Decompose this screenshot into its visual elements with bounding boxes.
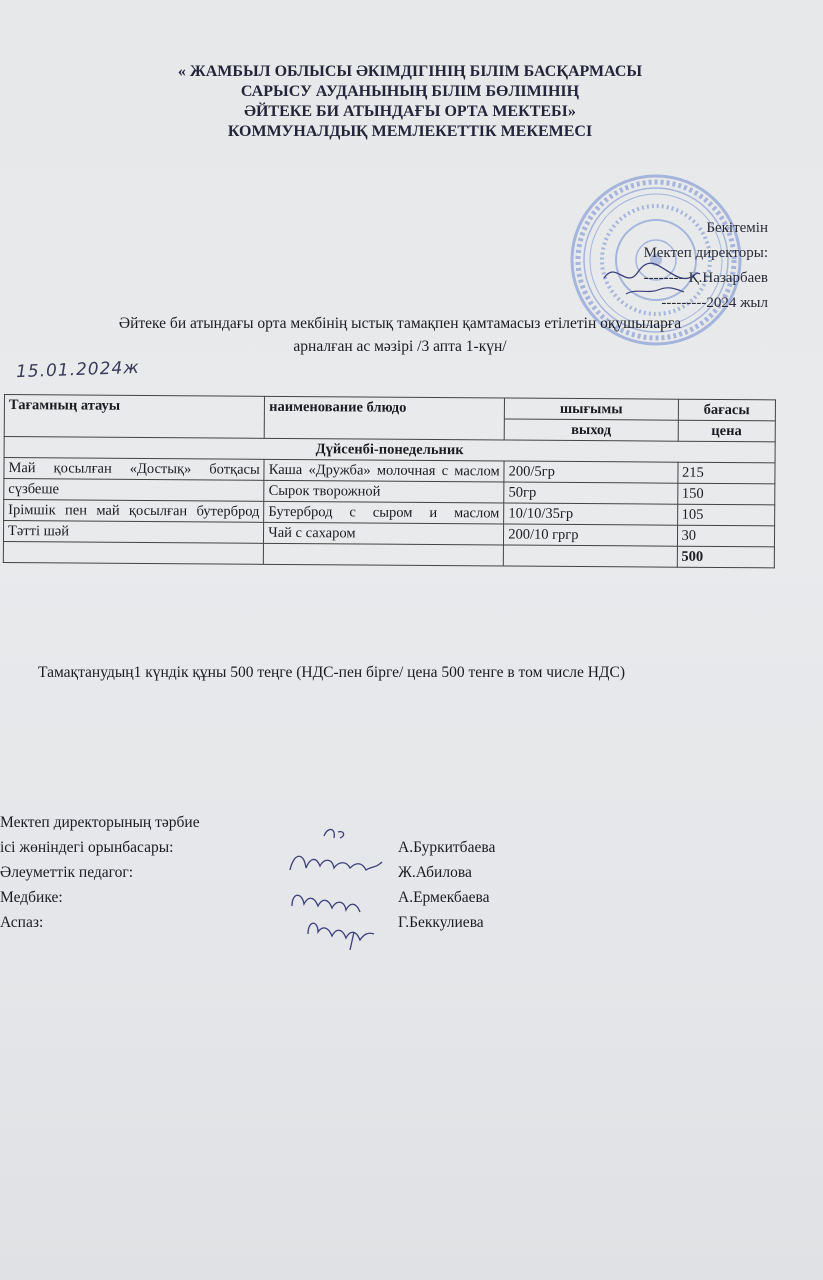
day-label: Дүйсенбі-понедельник xyxy=(4,437,775,463)
signatory-row xyxy=(0,910,560,935)
signatory-row xyxy=(0,885,560,910)
cook-role: Аспаз: xyxy=(0,914,44,931)
dish-price: 150 xyxy=(677,483,775,505)
dish-kz: Ірімшік пен май қосылған бутерброд xyxy=(4,500,264,523)
header-line-1: « ЖАМБЫЛ ОБЛЫСЫ ӘКІМДІГІНІҢ БІЛІМ БАСҚАРМАСЫ xyxy=(177,63,643,80)
menu-table xyxy=(3,394,776,568)
total-row xyxy=(3,541,774,567)
cook-name: Г.Беккулиева xyxy=(398,914,484,931)
header-name-kz: Тағамның атауы xyxy=(4,395,265,439)
approval-line-1: Бекітемін xyxy=(706,220,768,236)
header-yield-ru: выход xyxy=(504,419,677,441)
signatory-row xyxy=(0,835,560,860)
dish-price: 105 xyxy=(677,504,775,526)
header-price-kz: бағасы xyxy=(678,399,776,421)
menu-title-line-2: арналған ас мәзірі /3 апта 1-күн/ xyxy=(293,338,507,355)
social-name: Ж.Абилова xyxy=(398,864,472,881)
signatories-block xyxy=(0,810,560,935)
dish-kz: Тәтті шәй xyxy=(3,521,263,544)
social-role: Әлеуметтік педагог: xyxy=(0,864,134,881)
approval-line-2: Мектеп директоры: xyxy=(643,245,768,261)
signatory-row xyxy=(0,810,560,835)
dish-ru: Сырок творожной xyxy=(264,480,504,503)
header-line-2: САРЫСУ АУДАНЫНЫҢ БІЛІМ БӨЛІМІНІҢ xyxy=(240,83,580,100)
header-name-ru: наименование блюдо xyxy=(264,396,504,440)
empty-cell xyxy=(504,545,677,567)
dish-ru: Чай с сахаром xyxy=(264,522,504,545)
dish-yield: 10/10/35гр xyxy=(504,503,677,525)
dish-yield: 200/5гр xyxy=(504,461,677,483)
document-header xyxy=(80,62,740,142)
menu-title-line-1: Әйтеке би атындағы орта мекбінің ыстық тамақпен қамтамасыз етілетін оқушыларға xyxy=(118,315,682,332)
header-price-ru: цена xyxy=(678,420,776,442)
header-line-4: КОММУНАЛДЫҚ МЕМЛЕКЕТТІК МЕКЕМЕСІ xyxy=(227,123,593,140)
dish-kz: Май қосылған «Достық» ботқасы xyxy=(4,458,264,481)
header-line-3: ӘЙТЕКЕ БИ АТЫНДАҒЫ ОРТА МЕКТЕБІ» xyxy=(244,103,576,120)
approval-line-4: ---------2024 жыл xyxy=(661,295,768,311)
dish-yield: 50гр xyxy=(504,482,677,504)
nurse-role: Медбике: xyxy=(0,889,63,906)
signatory-row xyxy=(0,860,560,885)
dish-kz: сүзбеше xyxy=(4,479,264,502)
handwritten-signatures xyxy=(284,822,394,952)
deputy-role-line-1: Мектеп директорының тәрбие xyxy=(0,814,200,831)
dish-ru: Бутерброд с сыром и маслом xyxy=(264,501,504,524)
empty-cell xyxy=(264,543,504,566)
approval-line-3: ---------Қ.Назарбаев xyxy=(643,270,768,286)
dish-price: 215 xyxy=(677,462,775,484)
director-signature xyxy=(596,250,706,300)
price-note: Тамақтанудың1 күндік құны 500 теңге (НДС-пен бірге/ цена 500 тенге в том числе НДС) xyxy=(38,664,625,681)
handwritten-date: 15.01.2024ж xyxy=(15,357,140,383)
table-header-row xyxy=(4,395,775,421)
empty-cell xyxy=(3,541,263,564)
header-yield-kz: шығымы xyxy=(505,398,678,420)
dish-price: 30 xyxy=(677,525,775,547)
menu-title xyxy=(40,312,760,358)
total-value: 500 xyxy=(677,546,775,568)
deputy-name: А.Буркитбаева xyxy=(398,839,496,856)
dish-ru: Каша «Дружба» молочная с маслом xyxy=(264,459,504,482)
dish-yield: 200/10 гргр xyxy=(504,524,677,546)
nurse-name: А.Ермекбаева xyxy=(398,889,490,906)
deputy-role-line-2: ісі жөніндегі орынбасары: xyxy=(0,839,174,856)
